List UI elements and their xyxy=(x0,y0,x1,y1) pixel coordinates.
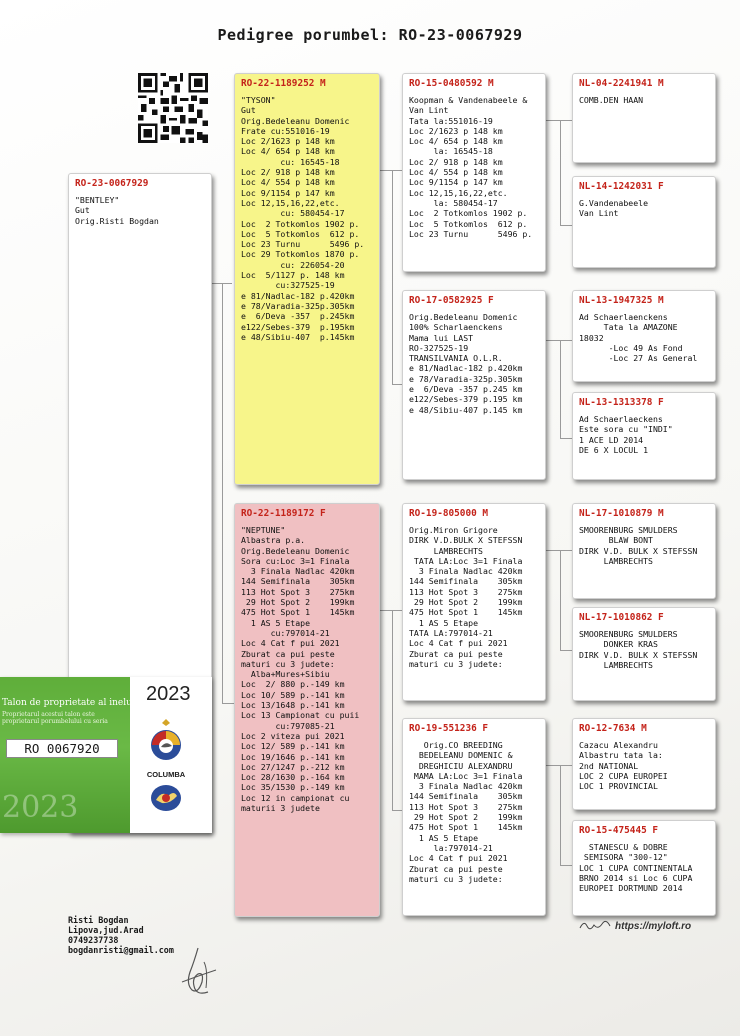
sire-dam-ring-number: RO-17-0582925 F xyxy=(409,295,494,306)
dam-dam-sire-ring-number: RO-12-7634 M xyxy=(579,723,647,734)
dam-sire-dam-card xyxy=(572,607,716,701)
sire-ring-number: RO-22-1189252 M xyxy=(241,78,326,89)
sire-dam-details: Orig.Bedeleanu Domenic 100% Scharlaenckens Mama lui LAST RO-327525-19 TRANSILVANIA O.L.R. e 81/Nadlac-182 p.420km e 78/Varadia-325p.305km e 6/Deva -357 p.245 km e122/Sebes-379 p.195 km e 48/Sibiu-407 p.145 km xyxy=(409,312,523,415)
dam-dam-dam-card xyxy=(572,820,716,916)
sire-details: "TYSON" Gut Orig.Bedeleanu Domenic Frate cu:551016-19 Loc 2/1623 p 148 km Loc 4/ 654 p 148 km cu: 16545-18 Loc 2/ 918 p 148 km Loc 4/ 554 p 148 km Loc 9/1154 p 147 km Loc 12,15,16,22,etc. cu: 580454-17 Loc 2 Totkomlos 1902 p. Loc 5 Totkomlos 612 p. Loc 23 Turnu 5496 p. Loc 29 Totkomlos 1870 p. cu: 226054-20 Loc 5/1127 p. 148 km cu:327525-19 e 81/Nadlac-182 p.420km e 78/Varadia-325p.305km e 6/Deva -357 p.245km e122/Sebes-379 p.195km e 48/Sibiu-407 p.145km xyxy=(241,95,365,342)
dam-details: "NEPTUNE" Albastra p.a. Orig.Bedeleanu Domenic Sora cu:Loc 3=1 Finala 3 Finala Nadlac 420km 144 Semifinala 305km 113 Hot Spot 3 275km 29 Hot Spot 2 199km 475 Hot Spot 1 145km 1 AS 5 Etape cu:797014-21 Loc 4 Cat f pui 2021 Zburat ca pui peste maturi cu 3 judete: Alba+Mures+Sibiu Loc 2/ 880 p.-149 km Loc 10/ 589 p.-141 km Loc 13/1648 p.-141 km Loc 13 Campionat cu puii cu:797085-21 Loc 2 viteza pui 2021 Loc 12/ 589 p.-141 km Loc 19/1646 p.-141 km Loc 27/1247 p.-212 km Loc 28/1630 p.-164 km Loc 35/1530 p.-149 km Loc 12 in campionat cu maturii 3 judete xyxy=(241,525,360,814)
sire-sire-sire-details: COMB.DEN HAAN xyxy=(579,95,644,105)
subject-details: "BENTLEY" Gut Orig.Risti Bogdan xyxy=(75,195,159,226)
page-title: Pedigree porumbel: RO-23-0067929 xyxy=(217,26,523,44)
dam-sire-dam-ring-number: NL-17-1010862 F xyxy=(579,612,664,623)
sire-dam-dam-card xyxy=(572,392,716,480)
myloft-logo-icon xyxy=(578,918,612,932)
connector-line xyxy=(546,120,572,121)
connector-line xyxy=(560,120,561,225)
talon-title: Talon de proprietate al inelului xyxy=(2,698,144,708)
dam-card xyxy=(234,503,380,917)
dam-sire-sire-card xyxy=(572,503,716,599)
sire-dam-dam-ring-number: NL-13-1313378 F xyxy=(579,397,664,408)
connector-line xyxy=(560,550,561,650)
sire-sire-dam-ring-number: NL-14-1242031 F xyxy=(579,181,664,192)
connector-line xyxy=(560,865,572,866)
sire-sire-sire-card xyxy=(572,73,716,163)
dam-sire-sire-details: SMOORENBURG SMULDERS BLAW BONT DIRK V.D. BULK X STEFSSN LAMBRECHTS xyxy=(579,525,698,566)
signature-drawing xyxy=(168,942,228,1002)
connector-line xyxy=(560,225,572,226)
sire-dam-dam-details: Ad Schaerlaeckens Este sora cu "INDI" 1 ACE LD 2014 DE 6 X LOCUL 1 xyxy=(579,414,673,455)
connector-line xyxy=(392,170,393,384)
subject-ring-number: RO-23-0067929 xyxy=(75,178,149,189)
dam-sire-sire-ring-number: NL-17-1010879 M xyxy=(579,508,664,519)
connector-line xyxy=(560,438,572,439)
dam-sire-card xyxy=(402,503,546,701)
ownership-talon xyxy=(0,677,212,833)
dam-dam-card xyxy=(402,718,546,916)
dam-sire-details: Orig.Miron Grigore DIRK V.D.BULK X STEFSSN LAMBRECHTS TATA LA:Loc 3=1 Finala 3 Finala Nadlac 420km 144 Semifinala 305km 113 Hot Spot 3 275km 29 Hot Spot 2 199km 475 Hot Spot 1 145km 1 AS 5 Etape TATA LA:797014-21 Loc 4 Cat f pui 2021 Zburat ca pui peste maturi cu 3 judete: xyxy=(409,525,523,669)
talon-ring-number: RO 0067920 xyxy=(6,739,118,758)
sire-dam-sire-card xyxy=(572,290,716,382)
sire-sire-details: Koopman & Vandenabeele & Van Lint Tata la:551016-19 Loc 2/1623 p 148 km Loc 4/ 654 p 148 km la: 16545-18 Loc 2/ 918 p 148 km Loc 4/ 554 p 148 km Loc 9/1154 p 147 km Loc 12,15,16,22,etc. la: 580454-17 Loc 2 Totkomlos 1902 p. Loc 5 Totkomlos 612 p. Loc 23 Turnu 5496 p. xyxy=(409,95,533,239)
dam-dam-sire-card xyxy=(572,718,716,810)
myloft-link[interactable]: https://myloft.ro xyxy=(615,921,692,932)
owner-contact: Risti Bogdan Lipova,jud.Arad 0749237738 bogdanristi@gmail.com xyxy=(68,915,174,955)
dove-emblem-icon xyxy=(150,784,182,812)
connector-line xyxy=(546,550,572,551)
talon-year: 2023 xyxy=(146,683,191,705)
connector-line xyxy=(546,340,572,341)
dam-dam-ring-number: RO-19-551236 F xyxy=(409,723,489,734)
talon-green-panel xyxy=(0,677,144,833)
dam-sire-dam-details: SMOORENBURG SMULDERS DONKER KRAS DIRK V.D. BULK X STEFSSN LAMBRECHTS xyxy=(579,629,698,670)
connector-line xyxy=(546,765,572,766)
connector-line xyxy=(560,340,561,438)
sire-dam-sire-details: Ad Schaerlaenckens Tata la AMAZONE 18032 -Loc 49 As Fond -Loc 27 As General xyxy=(579,312,698,364)
sire-card xyxy=(234,73,380,485)
sire-sire-sire-ring-number: NL-04-2241941 M xyxy=(579,78,664,89)
connector-line xyxy=(560,765,561,865)
sire-sire-dam-card xyxy=(572,176,716,268)
dam-dam-details: Orig.CO BREEDING BEDELEANU DOMENIC & DREGHICIU ALEXANDRU MAMA LA:Loc 3=1 Finala 3 Finala Nadlac 420km 144 Semifinala 305km 113 Hot Spot 3 275km 29 Hot Spot 2 199km 475 Hot Spot 1 145km 1 AS 5 Etape la:797014-21 Loc 4 Cat f pui 2021 Zburat ca pui peste maturi cu 3 judete: xyxy=(409,740,523,884)
connector-line xyxy=(222,703,234,704)
dam-dam-sire-details: Cazacu Alexandru Albastru tata la: 2nd NATIONAL LOC 2 CUPA EUROPEI LOC 1 PROVINCIAL xyxy=(579,740,668,792)
sire-sire-ring-number: RO-15-0480592 M xyxy=(409,78,494,89)
talon-year-watermark: 2023 xyxy=(2,790,79,825)
talon-brand: COLUMBA xyxy=(146,770,186,779)
connector-line xyxy=(222,283,223,703)
dam-dam-dam-details: STANESCU & DOBRE SEMISORA "300-12" LOC 1 CUPA CONTINENTALA BRNO 2014 si Loc 6 CUPA EUROPEI DORTMUND 2014 xyxy=(579,842,693,894)
dam-sire-ring-number: RO-19-805000 M xyxy=(409,508,489,519)
talon-note: Proprietarul acestui talon este proprietarul porumbelului cu seria xyxy=(2,711,108,725)
sire-dam-sire-ring-number: NL-13-1947325 M xyxy=(579,295,664,306)
dam-ring-number: RO-22-1189172 F xyxy=(241,508,326,519)
connector-line xyxy=(392,610,393,810)
sire-dam-card xyxy=(402,290,546,480)
qr-code-icon xyxy=(137,73,209,143)
sire-sire-dam-details: G.Vandenabeele Van Lint xyxy=(579,198,649,219)
dam-dam-dam-ring-number: RO-15-475445 F xyxy=(579,825,659,836)
columba-logo-icon xyxy=(149,717,183,769)
sire-sire-card xyxy=(402,73,546,272)
connector-line xyxy=(560,650,572,651)
